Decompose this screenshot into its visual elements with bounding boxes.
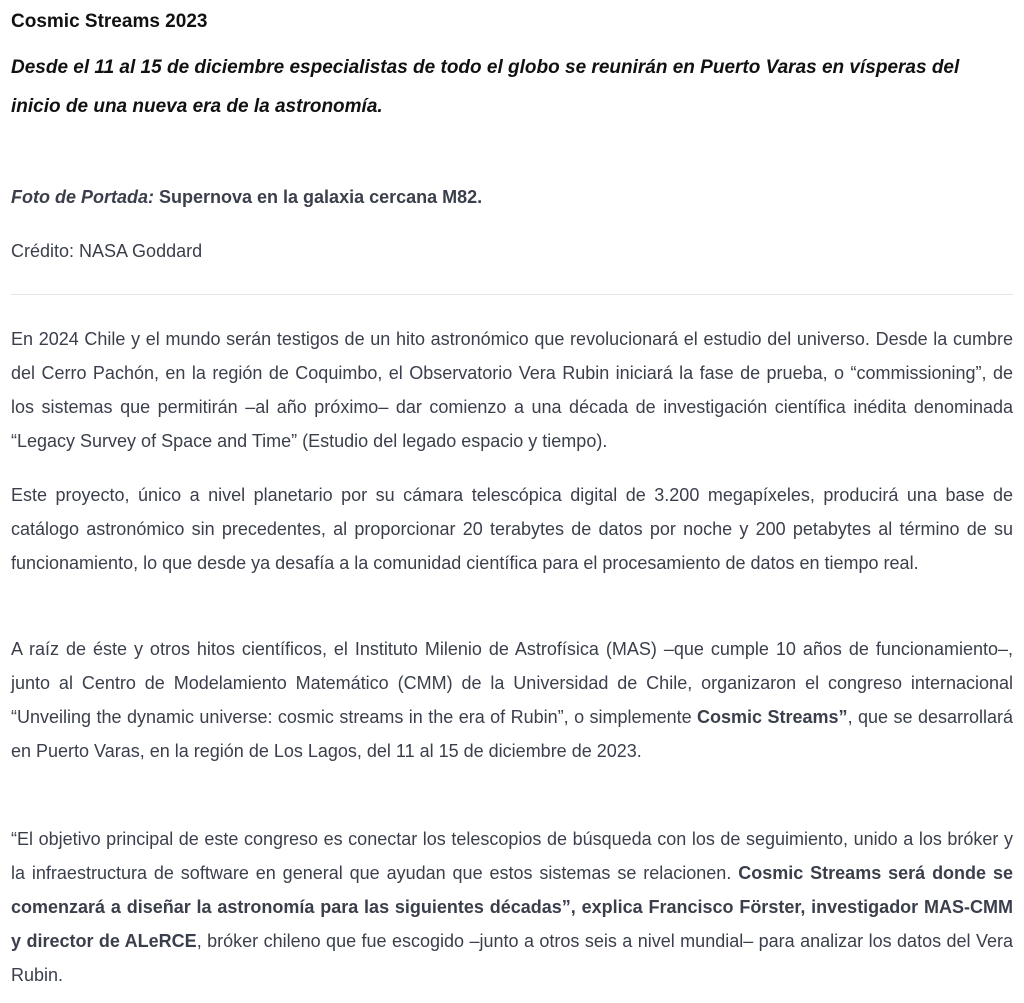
photo-caption: [11, 184, 482, 210]
photo-caption-label: Foto de Portada:: [11, 187, 154, 207]
paragraph-4-end: , bróker chileno que fue escogido –junto a otros seis a nivel mundial– para analizar los datos del Vera Rubin.: [11, 931, 1013, 985]
article-subtitle: Desde el 11 al 15 de diciembre especialistas de todo el globo se reunirán en Puerto Varas en vísperas del inicio de una nueva era de la astronomía.: [11, 57, 960, 117]
paragraph-4-quote-attribution: Cosmic Streams será donde se comenzará a diseñar la astronomía para las siguientes décadas”, explica Francisco Förster, investigador MAS-CMM y director de ALeRCE: [11, 863, 1013, 951]
article-title: Cosmic Streams 2023: [11, 11, 208, 32]
section-divider: [11, 294, 1013, 295]
body-paragraph-2: Este proyecto, único a nivel planetario por su cámara telescópica digital de 3.200 megapíxeles, producirá una base de catálogo astronómico sin precedentes, al proporcionar 20 terabytes de datos por noche y 200 petabytes al término de su funcionamiento, lo que desde ya desafía a la comunidad científica para el procesamiento de datos en tiempo real.: [11, 485, 1013, 573]
paragraph-3-highlight: Cosmic Streams”: [697, 707, 848, 727]
paragraph-3-start: A raíz de éste y otros hitos científicos, el Instituto Milenio de Astrofísica (MAS) –que cumple 10 años de funcionamiento–, junto al Centro de Modelamiento Matemático (CMM) de la Universidad de Chile, organizaron el congreso internacional “Unveiling the dynamic universe: cosmic streams in the era of Rubin”, o simplemente: [11, 639, 1013, 727]
photo-caption-text: Supernova en la galaxia cercana M82.: [154, 187, 483, 207]
photo-credit: Crédito: NASA Goddard: [11, 241, 203, 261]
body-paragraph-4: [11, 822, 1013, 992]
body-paragraph-3: [11, 632, 1013, 768]
body-paragraph-1: En 2024 Chile y el mundo serán testigos de un hito astronómico que revolucionará el estudio del universo. Desde la cumbre del Cerro Pachón, en la región de Coquimbo, el Observatorio Vera Rubin iniciará la fase de prueba, o “commissioning”, de los sistemas que permitirán –al año próximo– dar comienzo a una década de investigación científica inédita denominada “Legacy Survey of Space and Time” (Estudio del legado espacio y tiempo).: [11, 329, 1013, 451]
paragraph-4-start: “El objetivo principal de este congreso es conectar los telescopios de búsqueda con los de seguimiento, unido a los bróker y la infraestructura de software en general que ayudan que estos sistemas se relacionen.: [11, 829, 1013, 883]
paragraph-3-end: , que se desarrollará en Puerto Varas, en la región de Los Lagos, del 11 al 15 de diciembre de 2023.: [11, 707, 1013, 761]
